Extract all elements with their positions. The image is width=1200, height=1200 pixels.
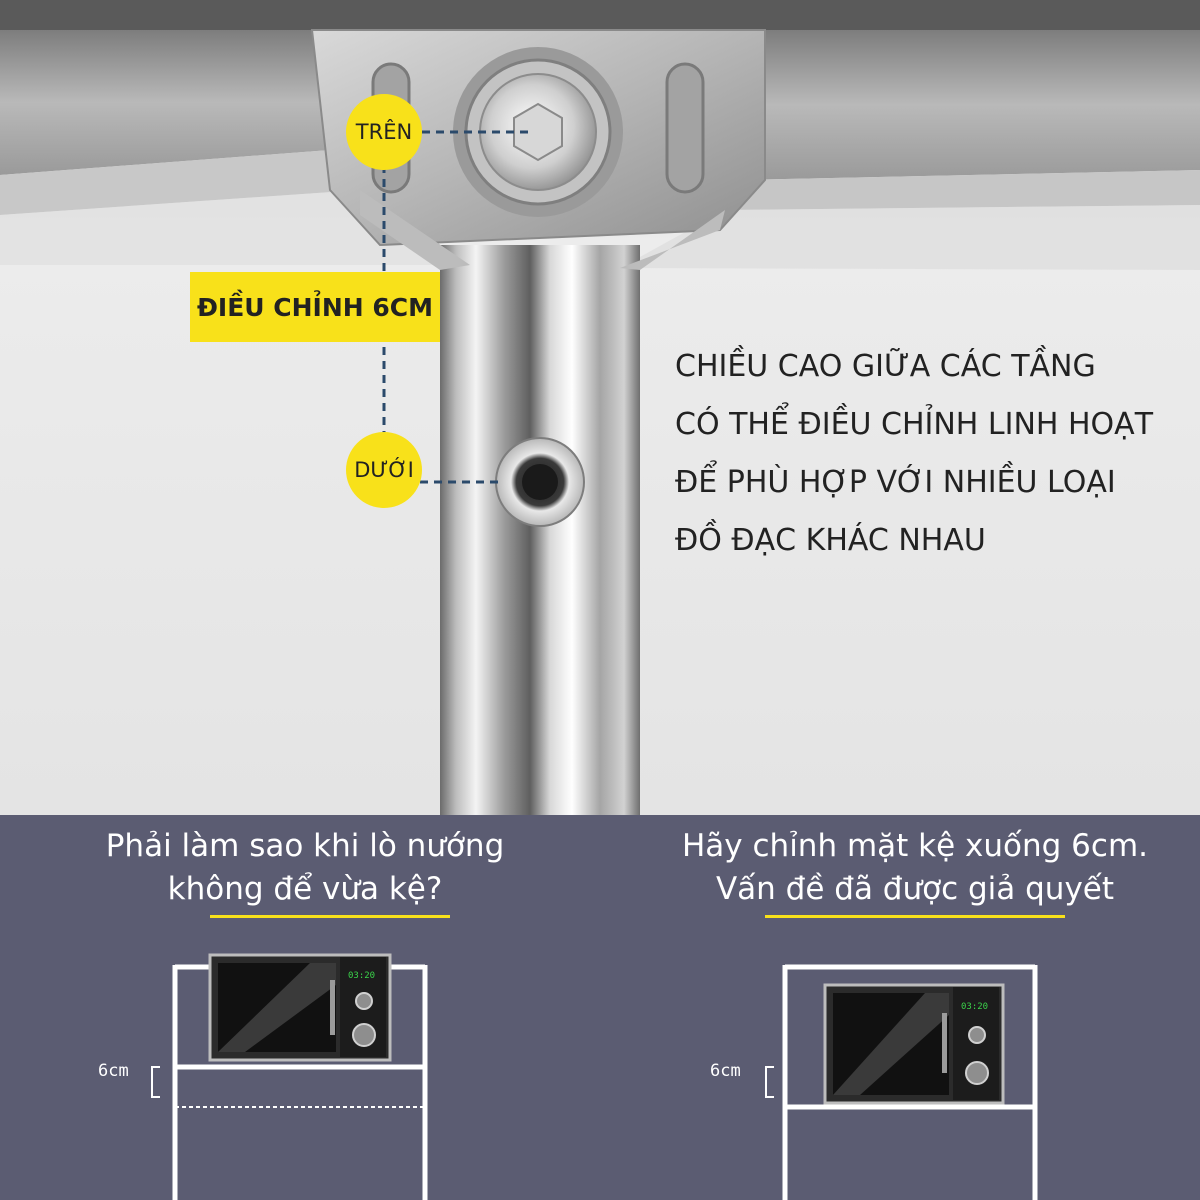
slot-right — [667, 64, 703, 192]
microwave-left — [210, 955, 390, 1060]
shelf-arm-right — [740, 30, 1200, 180]
microwave-right — [825, 985, 1003, 1103]
microwave-clock: 03:20 — [961, 1002, 989, 1012]
caption-line: Hãy chỉnh mặt kệ xuống 6cm. — [682, 828, 1148, 864]
caption-line: Vấn đề đã được giả quyết — [715, 871, 1115, 907]
badge-top: TRÊN — [346, 94, 422, 170]
description-line: CHIỀU CAO GIỮA CÁC TẦNG — [675, 349, 1096, 384]
caption-solution — [640, 825, 1190, 911]
description-line: ĐỒ ĐẠC KHÁC NHAU — [675, 523, 986, 558]
adjust-label: ĐIỀU CHỈNH 6CM — [190, 272, 440, 342]
microwave-clock: 03:20 — [348, 971, 376, 981]
comparison-panel — [0, 815, 1200, 1200]
gap-label-left: 6cm — [98, 1061, 129, 1081]
shelf-diagram-left — [140, 945, 440, 1200]
caption-line: Phải làm sao khi lò nướng — [105, 828, 505, 864]
description-line: ĐỂ PHÙ HỢP VỚI NHIỀU LOẠI — [675, 465, 1116, 500]
caption-line: không để vừa kệ? — [167, 871, 443, 907]
shelf-diagram-right — [750, 945, 1050, 1200]
gap-label-right: 6cm — [710, 1061, 741, 1081]
description-text — [675, 338, 1175, 570]
description-line: CÓ THỂ ĐIỀU CHỈNH LINH HOẠT — [675, 407, 1154, 442]
caption-underline — [210, 915, 450, 918]
caption-underline — [765, 915, 1065, 918]
shelf-pole — [440, 245, 640, 815]
shelf-underside — [0, 0, 1200, 30]
shelf-arm-left — [0, 30, 330, 175]
badge-bottom: DƯỚI — [346, 432, 422, 508]
caption-problem — [60, 825, 550, 911]
